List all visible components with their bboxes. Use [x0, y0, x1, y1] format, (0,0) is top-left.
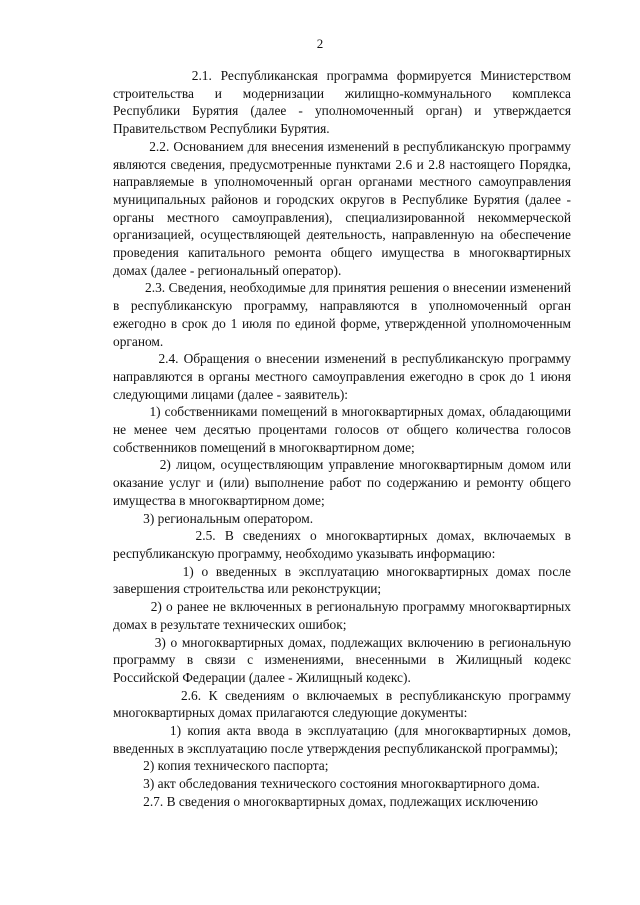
list-item-2-4-3: 3) региональным оператором. — [113, 510, 314, 526]
list-item-2-6-1: 1) копия акта ввода в эксплуатацию (для многоквартирных домов, введенных в эксплуатацию после утверждения республиканской программы); — [113, 723, 571, 756]
paragraph-2-3: 2.3. Сведения, необходимые для принятия решения о внесении изменений в республиканскую программу, направляются в уполномоченный орган ежегодно в срок до 1 июля по единой форме, утвержденной уполномоченным органом. — [113, 280, 571, 349]
paragraph-2-2: 2.2. Основанием для внесения изменений в республиканскую программу являются сведения, предусмотренные пунктами 2.6 и 2.8 настоящего Порядка, направляемые в уполномоченный орган органами местного самоуправления муниципальных районов и городских округов в Республике Бурятия (далее - органы местного самоуправления), специализированной некоммерческой организацией, осуществляющей деятельность, направленную на обеспечение проведения капитального ремонта общего имущества в многоквартирных домах (далее - региональный оператор). — [113, 138, 571, 278]
list-item-2-4-1: 1) собственниками помещений в многоквартирных домах, обладающими не менее чем десятью процентами голосов от общего количества голосов собственников помещений в многоквартирном доме; — [113, 404, 571, 455]
list-item-2-6-3: 3) акт обследования технического состояния многоквартирного дома. — [113, 776, 540, 792]
list-item-2-4-2: 2) лицом, осуществляющим управление многоквартирным домом или оказание услуг и (или) выполнение работ по содержанию и ремонту общего имущества в многоквартирном доме; — [113, 457, 571, 508]
paragraph-2-7: 2.7. В сведения о многоквартирных домах, подлежащих исключению — [113, 793, 539, 809]
paragraph-2-4: 2.4. Обращения о внесении изменений в республиканскую программу направляются в органы местного самоуправления ежегодно в срок до 1 июня следующими лицами (далее - заявитель): — [113, 351, 571, 402]
list-item-2-5-2: 2) о ранее не включенных в региональную программу многоквартирных домах в результате технических ошибок; — [113, 599, 571, 632]
document-body — [113, 67, 571, 811]
page-number: 2 — [316, 36, 324, 51]
list-item-2-5-3: 3) о многоквартирных домах, подлежащих включению в региональную программу в связи с изменениями, внесенными в Жилищный кодекс Российской Федерации (далее - Жилищный кодекс). — [113, 634, 571, 685]
paragraph-2-1: 2.1. Республиканская программа формируется Министерством строительства и модернизации жилищно-коммунального комплекса Республики Бурятия (далее - уполномоченный орган) и утверждается Правительством Республики Бурятия. — [113, 68, 571, 137]
list-item-2-6-2: 2) копия технического паспорта; — [113, 758, 329, 774]
paragraph-2-6: 2.6. К сведениям о включаемых в республиканскую программу многоквартирных домах прилагаются следующие документы: — [113, 687, 571, 721]
paragraph-2-5: 2.5. В сведениях о многоквартирных домах, включаемых в республиканскую программу, необходимо указывать информацию: — [113, 528, 571, 561]
list-item-2-5-1: 1) о введенных в эксплуатацию многоквартирных домах после завершения строительства или реконструкции; — [113, 563, 571, 597]
